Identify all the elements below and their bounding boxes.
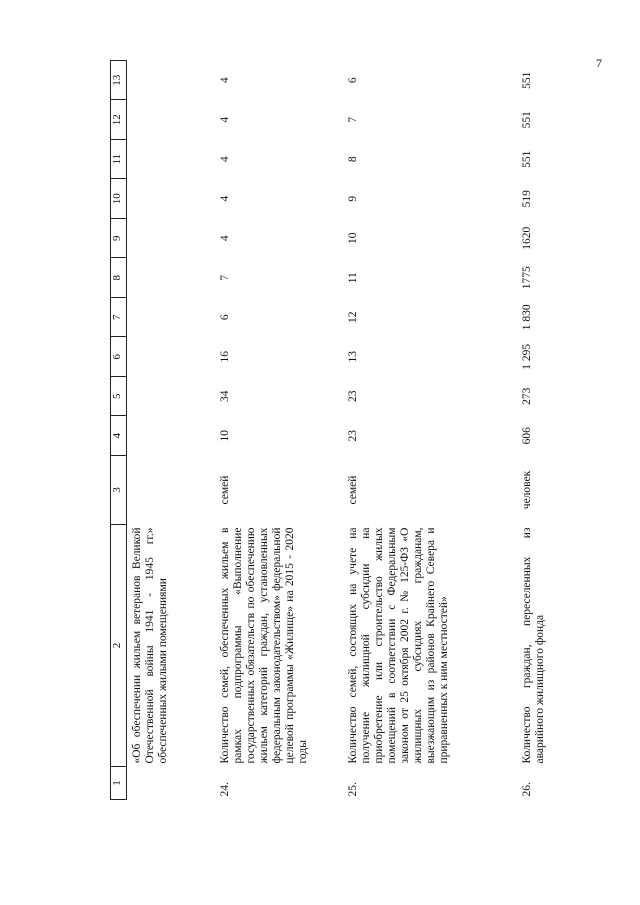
- value-cell: 16: [219, 351, 231, 363]
- table-row: [515, 61, 581, 800]
- value-cell: 1 295: [521, 343, 533, 370]
- header-cell: 7: [111, 298, 127, 338]
- unit-cell: [127, 456, 214, 525]
- value-cell: 6: [219, 314, 231, 321]
- value-cell: 23: [347, 390, 359, 402]
- value-cell: [127, 298, 214, 338]
- page-number: 7: [596, 56, 602, 70]
- header-cell: 4: [111, 416, 127, 456]
- value-cell: 9: [347, 195, 359, 202]
- value-cell: 7: [219, 274, 231, 281]
- header-cell: 10: [111, 179, 127, 219]
- value-cell: 13: [347, 351, 359, 363]
- value-cell: 11: [347, 272, 359, 284]
- value-cell: 7: [347, 116, 359, 123]
- value-cell: [127, 61, 214, 101]
- rotated-table-container: [110, 60, 615, 800]
- value-cell: 4: [219, 195, 231, 202]
- value-cell: 4: [219, 235, 231, 242]
- value-cell: 551: [521, 150, 533, 168]
- value-cell: 8: [347, 156, 359, 163]
- indicator-description: «Об обеспечении жильем ветеранов Великой Отечественной войны 1941 - 1945 гг.» обеспеченных жилыми помещениями: [131, 527, 169, 764]
- header-cell: 12: [111, 100, 127, 140]
- value-cell: [127, 377, 214, 417]
- value-cell: 23: [347, 430, 359, 442]
- value-cell: [127, 416, 214, 456]
- value-cell: [127, 337, 214, 377]
- indicator-description: Количество семей, состоящих на учете на получение жилищной субсидии на приобретение или строительство жилых помещений в соответствии с Федеральным законом от 25 октября 2002 г. № 125-ФЗ «О жилищных субсидиях гражданам, выезжающим из районов Крайнего Севера и приравненных к ним местностей»: [347, 527, 450, 764]
- header-cell: 8: [111, 258, 127, 298]
- value-cell: 4: [219, 77, 231, 84]
- table-row: [213, 61, 341, 800]
- table-row: [127, 61, 214, 800]
- unit-cell: человек: [521, 470, 533, 510]
- table-row: [341, 61, 515, 800]
- value-cell: [127, 100, 214, 140]
- table-header-row: [111, 61, 127, 800]
- header-cell: 11: [111, 140, 127, 180]
- indicator-description: Количество семей, обеспеченных жильем в рамках подпрограммы «Выполнение государственных обязательств по обеспечению жильем категорий граждан, установленных федеральным законодательством» федеральной целевой программы «Жилище» на 2015 - 2020 годы: [219, 527, 309, 764]
- value-cell: [127, 219, 214, 259]
- value-cell: 12: [347, 311, 359, 323]
- row-number: [127, 767, 214, 800]
- indicator-description: Количество граждан, переселенных из аварийного жилищного фонда: [521, 527, 546, 764]
- value-cell: 10: [219, 430, 231, 442]
- value-cell: 1775: [521, 266, 533, 290]
- value-cell: [127, 179, 214, 219]
- unit-cell: семей: [219, 475, 231, 505]
- header-cell: 1: [111, 767, 127, 800]
- value-cell: 34: [219, 390, 231, 402]
- value-cell: 273: [521, 387, 533, 405]
- value-cell: [127, 258, 214, 298]
- value-cell: 4: [219, 156, 231, 163]
- header-cell: 13: [111, 61, 127, 101]
- value-cell: 1620: [521, 226, 533, 250]
- value-cell: 10: [347, 232, 359, 244]
- value-cell: [127, 140, 214, 180]
- value-cell: 4: [219, 116, 231, 123]
- header-cell: 9: [111, 219, 127, 259]
- row-number: 24.: [219, 782, 231, 797]
- row-number: 25.: [347, 782, 359, 797]
- value-cell: 6: [347, 77, 359, 84]
- unit-cell: семей: [347, 475, 359, 505]
- header-cell: 6: [111, 337, 127, 377]
- indicators-table: [110, 60, 581, 800]
- value-cell: 551: [521, 71, 533, 89]
- value-cell: 519: [521, 190, 533, 208]
- header-cell: 2: [111, 525, 127, 767]
- header-cell: 5: [111, 377, 127, 417]
- value-cell: 606: [521, 427, 533, 445]
- value-cell: 551: [521, 111, 533, 129]
- header-cell: 3: [111, 456, 127, 525]
- row-number: 26.: [521, 782, 533, 797]
- value-cell: 1 830: [521, 304, 533, 331]
